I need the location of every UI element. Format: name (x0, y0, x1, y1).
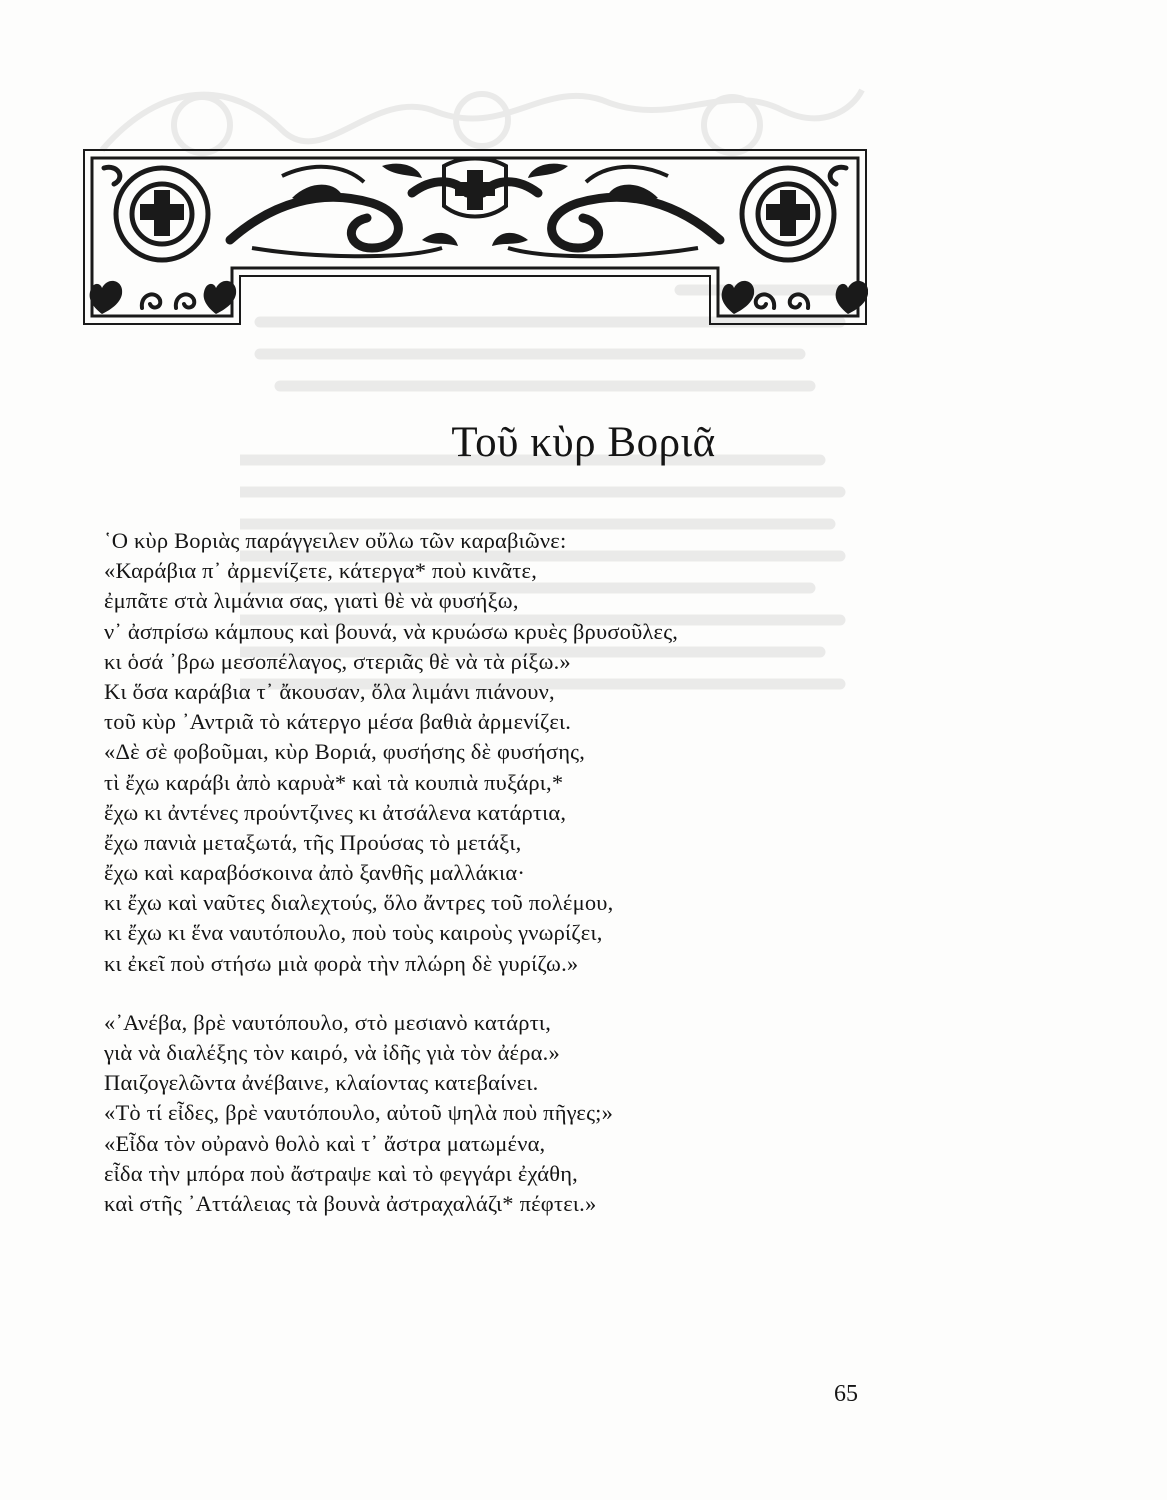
poem-body (104, 526, 884, 1219)
stanza-break (104, 979, 884, 1008)
verse-line: «᾽Ανέβα, βρὲ ναυτόπουλο, στὸ μεσιανὸ κατάρτι, (104, 1009, 552, 1035)
verse-line: «Δὲ σὲ φοβοῦμαι, κὺρ Βοριά, φυσήσης δὲ φυσήσης, (104, 739, 586, 765)
verse-line: καὶ στῆς ᾽Αττάλειας τὰ βουνὰ ἀστραχαλάζι* πέφτει.» (104, 1190, 597, 1216)
verse-line: κι ἔχω καὶ ναῦτες διαλεχτούς, ὅλο ἄντρες τοῦ πολέμου, (104, 890, 614, 916)
stanza (104, 1008, 884, 1219)
verse-line: «Τὸ τί εἶδες, βρὲ ναυτόπουλο, αὐτοῦ ψηλὰ ποὺ πῆγες;» (104, 1100, 614, 1126)
headpiece-ornament (82, 148, 868, 326)
verse-line: ἔχω καὶ καραβόσκοινα ἀπὸ ξανθῆς μαλλάκια· (104, 860, 526, 886)
verse-line: γιὰ νὰ διαλέξης τὸν καιρό, νὰ ἰδῆς γιὰ τὸν ἀέρα.» (104, 1040, 560, 1065)
verse-line: κι ὁσά ᾽βρω μεσοπέλαγος, στεριᾶς θὲ νὰ τὰ ρίξω.» (104, 648, 571, 674)
verse-line: τὶ ἔχω καράβι ἀπὸ καρυὰ* καὶ τὰ κουπιὰ πυξάρι,* (104, 769, 564, 795)
verse-line: «Καράβια π᾽ ἀρμενίζετε, κάτεργα* ποὺ κινᾶτε, (104, 558, 538, 584)
page-number: 65 (834, 1381, 858, 1407)
verse-line: κι ἐκεῖ ποὺ στήσω μιὰ φορὰ τὴν πλώρη δὲ γυρίζω.» (104, 950, 579, 976)
verse-line: Παιζογελῶντα ἀνέβαινε, κλαίοντας κατεβαίνει. (104, 1070, 539, 1096)
verse-line: «Εἶδα τὸν οὐρανὸ θολὸ καὶ τ᾽ ἄστρα ματωμένα, (104, 1130, 546, 1156)
stanza (104, 526, 884, 979)
verse-line: τοῦ κὺρ ᾽Αντριᾶ τὸ κάτεργο μέσα βαθιὰ ἀρμενίζει. (104, 709, 572, 735)
verse-line: ἐμπᾶτε στὰ λιμάνια σας, γιατὶ θὲ νὰ φυσήξω, (104, 588, 519, 614)
verse-line: ἔχω πανιὰ μεταξωτά, τῆς Προύσας τὸ μετάξι, (104, 829, 522, 855)
verse-line: εἶδα τὴν μπόρα ποὺ ἄστραψε καὶ τὸ φεγγάρι ἐχάθη, (104, 1160, 578, 1186)
poem-title: Τοῦ κὺρ Βοριᾶ (451, 419, 716, 466)
verse-line: ν᾽ ἀσπρίσω κάμπους καὶ βουνά, νὰ κρυώσω κρυὲς βρυσοῦλες, (104, 618, 679, 644)
verse-line: ῾Ο κὺρ Βοριὰς παράγγειλεν οὔλω τῶν καραβιῶνε: (104, 528, 567, 553)
verse-line: κι ἔχω κι ἕνα ναυτόπουλο, ποὺ τοὺς καιροὺς γνωρίζει, (104, 920, 603, 946)
verse-line: ἔχω κι ἀντένες προύντζινες κι ἀτσάλενα κατάρτια, (104, 799, 567, 825)
verse-line: Κι ὅσα καράβια τ᾽ ἄκουσαν, ὅλα λιμάνι πιάνουν, (104, 678, 555, 704)
